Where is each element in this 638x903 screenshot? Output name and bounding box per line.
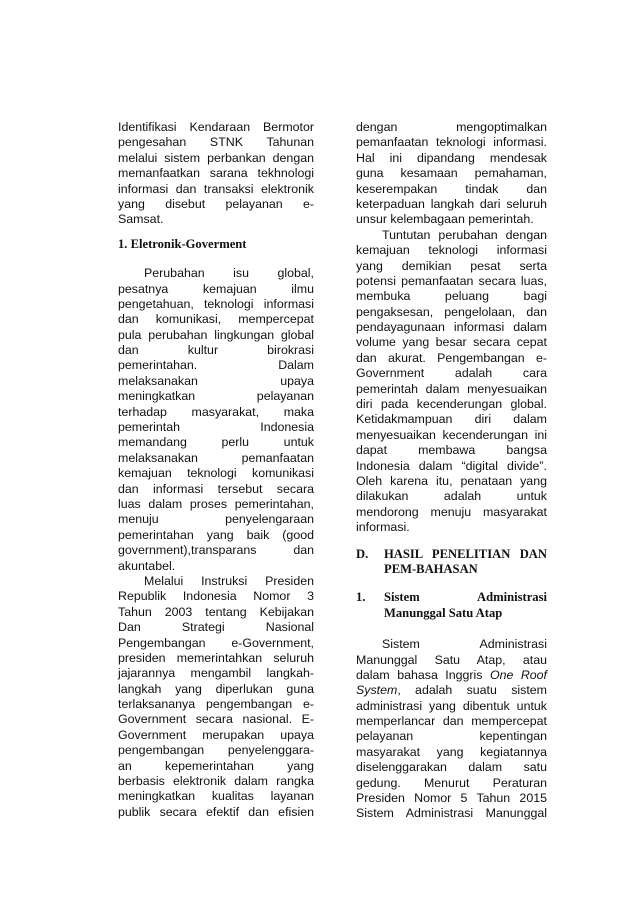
text-line: luas dalam proses pemerintahan,: [118, 496, 314, 511]
text-line: mendorong menuju masyarakat: [356, 504, 547, 519]
text-line: masyarakat yang kegiatannya: [356, 744, 547, 759]
text-line: meningkatkan pelayanan: [118, 389, 314, 404]
text-line: terhadap masyarakat, maka: [118, 404, 314, 419]
text-line: jajarannya mengambil langkah-: [118, 666, 314, 681]
text-line: membuka peluang bagi: [356, 289, 547, 304]
text-line: pemerintah Indonesia: [118, 420, 314, 435]
text-line: volume yang besar secara cepat: [356, 335, 547, 350]
text-line: informasi dan transaksi elektronik: [118, 181, 314, 196]
text-line: pula perubahan lingkungan global: [118, 327, 314, 342]
paragraph-perubahan: [118, 266, 314, 574]
text-line: Sistem Administrasi Manunggal: [356, 806, 547, 821]
text-line: Melalui Instruksi Presiden: [144, 573, 314, 588]
text-line: berbasis elektronik dalam rangka: [118, 774, 314, 789]
text-line: pengaksesan, pengelolaan, dan: [356, 304, 547, 319]
text-line: Indonesia dalam “digital divide”.: [356, 458, 547, 473]
text-line: keterpaduan langkah dari seluruh: [356, 196, 547, 211]
right-column: [356, 120, 547, 822]
text-line: Republik Indonesia Nomor 3: [118, 589, 314, 604]
text-line: menuju penyelengaraan: [118, 512, 314, 527]
text-line: dengan mengoptimalkan: [356, 120, 547, 134]
text-line: Government secara nasional. E-: [118, 712, 314, 727]
section-heading-e-government: 1. Eletronik-Goverment: [118, 236, 247, 251]
text-line: pemerintah dalam menyesuaikan: [356, 381, 547, 396]
text-line: dan kultur birokrasi: [118, 343, 314, 358]
text-line: melaksanakan pemanfaatan: [118, 450, 314, 465]
section-heading-sistem-administrasi: [356, 590, 547, 621]
text-line: administrasi yang dibentuk untuk: [356, 698, 547, 713]
text-line: Sistem Administrasi: [382, 637, 547, 652]
text-line: potensi pemanfaatan secara luas,: [356, 273, 547, 288]
text-line: Tuntutan perubahan dengan: [382, 227, 547, 242]
text-line: pesatnya kemajuan ilmu: [118, 281, 314, 296]
text-line: Ketidakmampuan diri dalam: [356, 412, 547, 427]
heading-line: PEM-BAHASAN: [384, 561, 478, 576]
text-line: Government merupakan upaya: [118, 727, 314, 742]
text-line: dan komunikasi, mempercepat: [118, 312, 314, 327]
left-column: [118, 120, 314, 820]
text-line: meningkatkan kualitas layanan: [118, 789, 314, 804]
paragraph-sistem: [356, 637, 547, 822]
text-line: melalui sistem perbankan dengan: [118, 150, 314, 165]
text-line: pendayagunaan informasi dalam: [356, 320, 547, 335]
text-line: diri pada kecenderungan global.: [356, 397, 547, 412]
paragraph-continued: [356, 120, 547, 228]
text-line: kemajuan teknologi informasi: [356, 243, 547, 258]
text-line: akuntabel.: [118, 558, 176, 573]
section-number: 1.: [356, 590, 366, 605]
heading-line: Sistem Administrasi: [384, 590, 547, 605]
text-line: pemerintahan yang baik (good: [118, 527, 314, 542]
text-line: melaksanakan upaya: [118, 373, 314, 388]
text-line: [356, 683, 547, 698]
text-line: Dan Strategi Nasional: [118, 620, 314, 635]
text-line: Oleh karena itu, penataan yang: [356, 473, 547, 488]
text-line: dapat membawa bangsa: [356, 443, 547, 458]
text-line: Samsat.: [118, 212, 164, 227]
text-line: Pengembangan e-Government,: [118, 635, 314, 650]
paragraph-intro: [118, 120, 314, 228]
text-line: guna kesamaan pemahaman,: [356, 166, 547, 181]
text-line: diselenggarakan dalam satu: [356, 760, 547, 775]
heading-line: HASIL PENELITIAN DAN: [384, 546, 547, 561]
text-line: unsur kelembagaan pemerintah.: [356, 212, 534, 227]
text-line: menyesuaikan kecenderungan ini: [356, 427, 547, 442]
text-line: pemerintahan. Dalam: [118, 358, 314, 373]
text-line: Government adalah cara: [356, 366, 547, 381]
text-line: pemanfaatan teknologi informasi.: [356, 135, 547, 150]
italic-term: One Roof: [489, 667, 547, 682]
section-number: D.: [356, 546, 369, 561]
text-line: an kepemerintahan yang: [118, 758, 314, 773]
text-line: dilakukan adalah untuk: [356, 489, 547, 504]
text-line: pengesahan STNK Tahunan: [118, 135, 314, 150]
text-line: Identifikasi Kendaraan Bermotor: [118, 120, 314, 134]
section-heading-hasil-penelitian: [356, 547, 547, 578]
text-line: dan akurat. Pengembangan e-: [356, 350, 547, 365]
text-line: memanfaatkan sarana tekhnologi: [118, 166, 314, 181]
text-fragment: , adalah suatu sistem: [397, 683, 547, 698]
text-line: keserempakan tindak dan: [356, 181, 547, 196]
text-line: kemajuan teknologi komunikasi: [118, 466, 314, 481]
text-line: Hal ini dipandang mendesak: [356, 150, 547, 165]
text-line: Tahun 2003 tentang Kebijakan: [118, 604, 314, 619]
text-line: publik secara efektif dan efisien: [118, 804, 314, 819]
text-line: langkah yang diperlukan guna: [118, 681, 314, 696]
text-line: yang demikian pesat serta: [356, 258, 547, 273]
text-line: Presiden Nomor 5 Tahun 2015: [356, 791, 547, 806]
text-fragment: dalam bahasa Inggris: [356, 667, 490, 682]
text-line: dan informasi tersebut secara: [118, 481, 314, 496]
text-line: Perubahan isu global,: [144, 266, 314, 281]
text-line: pelayanan kepentingan: [356, 729, 547, 744]
text-line: yang disebut pelayanan e-: [118, 196, 314, 211]
text-line: presiden memerintahkan seluruh: [118, 650, 314, 665]
italic-term: System: [356, 683, 398, 698]
text-line: [356, 668, 547, 683]
text-line: gedung. Menurut Peraturan: [356, 775, 547, 790]
text-line: memperlancar dan mempercepat: [356, 714, 547, 729]
paragraph-tuntutan: [356, 228, 547, 536]
text-line: pengembangan penyelenggara-: [118, 743, 314, 758]
text-line: informasi.: [356, 520, 410, 535]
text-line: Manunggal Satu Atap, atau: [356, 652, 547, 667]
text-line: terlaksananya pengembangan e-: [118, 697, 314, 712]
text-line: government),transparans dan: [118, 543, 314, 558]
text-line: pengetahuan, teknologi informasi: [118, 296, 314, 311]
text-line: memandang perlu untuk: [118, 435, 314, 450]
heading-line: Manunggal Satu Atap: [384, 605, 503, 620]
paragraph-melalui: [118, 574, 314, 820]
